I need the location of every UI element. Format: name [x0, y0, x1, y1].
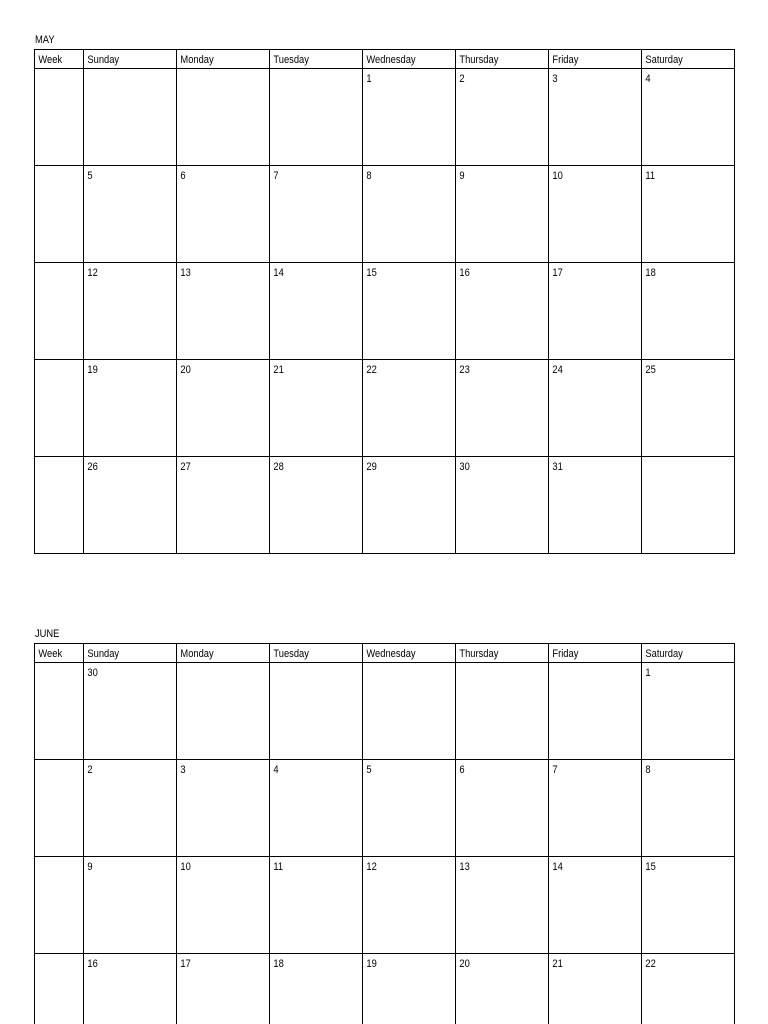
day-cell — [549, 663, 642, 760]
week-row — [35, 166, 735, 263]
week-number — [35, 178, 38, 179]
day-cell — [270, 263, 363, 360]
day-number: 21 — [273, 364, 284, 376]
day-cell — [177, 457, 270, 554]
day-cell — [270, 457, 363, 554]
day-cell — [456, 760, 549, 857]
day-number: 15 — [645, 861, 656, 873]
day-cell — [177, 263, 270, 360]
day-number — [363, 675, 366, 676]
day-number: 28 — [273, 461, 284, 473]
day-cell — [270, 760, 363, 857]
day-number: 21 — [552, 958, 563, 970]
day-number: 4 — [645, 73, 651, 85]
day-number: 7 — [273, 170, 279, 182]
header-cell-wednesday — [363, 644, 456, 663]
day-cell — [363, 663, 456, 760]
day-cell — [270, 663, 363, 760]
day-number — [84, 81, 87, 82]
day-cell — [456, 69, 549, 166]
day-cell — [642, 166, 735, 263]
day-number: 8 — [366, 170, 372, 182]
day-number — [177, 675, 180, 676]
day-cell — [642, 360, 735, 457]
day-cell — [84, 663, 177, 760]
week-number — [35, 469, 38, 470]
day-number — [642, 469, 645, 470]
day-cell — [642, 263, 735, 360]
day-number — [177, 81, 180, 82]
day-number: 30 — [459, 461, 470, 473]
day-cell — [177, 69, 270, 166]
week-number — [35, 675, 38, 676]
day-cell — [84, 263, 177, 360]
week-number — [35, 81, 38, 82]
day-number: 10 — [180, 861, 191, 873]
day-cell — [549, 360, 642, 457]
day-cell — [363, 263, 456, 360]
day-cell — [363, 760, 456, 857]
header-label: Monday — [180, 648, 214, 660]
day-cell — [363, 954, 456, 1024]
day-number: 30 — [87, 667, 98, 679]
header-label: Week — [38, 648, 63, 660]
day-cell — [549, 760, 642, 857]
day-number: 16 — [459, 267, 470, 279]
day-number: 13 — [180, 267, 191, 279]
day-number — [270, 675, 273, 676]
header-label: Sunday — [87, 648, 120, 660]
day-number: 5 — [87, 170, 93, 182]
header-label: Wednesday — [366, 648, 416, 660]
day-number: 23 — [459, 364, 470, 376]
day-cell — [642, 663, 735, 760]
header-cell-monday — [177, 644, 270, 663]
day-cell — [177, 857, 270, 954]
week-row — [35, 69, 735, 166]
day-number: 11 — [273, 861, 284, 873]
calendar-table-june — [34, 643, 735, 1024]
week-row — [35, 663, 735, 760]
week-row — [35, 263, 735, 360]
week-row — [35, 857, 735, 954]
day-number: 14 — [273, 267, 284, 279]
week-number-cell — [35, 663, 84, 760]
header-label: Tuesday — [273, 648, 309, 660]
week-number-cell — [35, 760, 84, 857]
day-number: 6 — [180, 170, 186, 182]
weekday-header-row — [35, 50, 735, 69]
day-cell — [456, 857, 549, 954]
day-cell — [456, 166, 549, 263]
week-number — [35, 966, 38, 967]
day-cell — [456, 263, 549, 360]
week-number — [35, 372, 38, 373]
day-number: 24 — [552, 364, 563, 376]
day-cell — [177, 954, 270, 1024]
header-cell-monday — [177, 50, 270, 69]
week-row — [35, 457, 735, 554]
day-number: 9 — [87, 861, 93, 873]
day-cell — [84, 760, 177, 857]
header-cell-friday — [549, 50, 642, 69]
day-cell — [642, 457, 735, 554]
day-cell — [456, 954, 549, 1024]
day-number: 20 — [459, 958, 470, 970]
day-cell — [549, 954, 642, 1024]
header-label: Tuesday — [273, 54, 309, 66]
day-cell — [270, 954, 363, 1024]
day-cell — [84, 360, 177, 457]
week-number-cell — [35, 263, 84, 360]
day-cell — [84, 954, 177, 1024]
header-cell-sunday — [84, 50, 177, 69]
day-number: 13 — [459, 861, 470, 873]
header-label: Thursday — [459, 54, 499, 66]
day-cell — [456, 360, 549, 457]
day-number: 7 — [552, 764, 558, 776]
day-number: 5 — [366, 764, 372, 776]
month-title-june: JUNE — [35, 628, 60, 640]
day-cell — [549, 857, 642, 954]
week-row — [35, 360, 735, 457]
weekday-header-row — [35, 644, 735, 663]
day-number: 31 — [552, 461, 563, 473]
week-number-cell — [35, 857, 84, 954]
day-cell — [270, 166, 363, 263]
day-number: 19 — [87, 364, 98, 376]
day-number: 12 — [366, 861, 377, 873]
day-number: 25 — [645, 364, 656, 376]
day-cell — [177, 166, 270, 263]
header-cell-wednesday — [363, 50, 456, 69]
week-number — [35, 772, 38, 773]
week-row — [35, 760, 735, 857]
day-number — [456, 675, 459, 676]
day-number: 8 — [645, 764, 651, 776]
day-cell — [549, 457, 642, 554]
header-label: Thursday — [459, 648, 499, 660]
header-cell-saturday — [642, 644, 735, 663]
week-number — [35, 275, 38, 276]
header-label: Sunday — [87, 54, 120, 66]
month-title-may: MAY — [35, 34, 55, 46]
day-cell — [549, 166, 642, 263]
week-row — [35, 954, 735, 1024]
day-cell — [642, 760, 735, 857]
week-number-cell — [35, 954, 84, 1024]
day-cell — [363, 360, 456, 457]
header-cell-sunday — [84, 644, 177, 663]
header-label: Friday — [552, 648, 579, 660]
week-number — [35, 869, 38, 870]
day-number: 19 — [366, 958, 377, 970]
day-cell — [456, 457, 549, 554]
header-label: Week — [38, 54, 63, 66]
day-cell — [642, 954, 735, 1024]
day-number: 2 — [459, 73, 465, 85]
day-cell — [84, 857, 177, 954]
day-cell — [456, 663, 549, 760]
day-number: 4 — [273, 764, 279, 776]
day-cell — [84, 457, 177, 554]
day-number: 22 — [366, 364, 377, 376]
day-number: 14 — [552, 861, 563, 873]
header-cell-tuesday — [270, 50, 363, 69]
header-cell-thursday — [456, 50, 549, 69]
header-cell-week — [35, 50, 84, 69]
day-cell — [177, 760, 270, 857]
week-number-cell — [35, 166, 84, 263]
day-cell — [363, 857, 456, 954]
day-cell — [177, 663, 270, 760]
day-cell — [549, 263, 642, 360]
day-number: 3 — [552, 73, 558, 85]
day-number — [549, 675, 552, 676]
week-number-cell — [35, 360, 84, 457]
day-cell — [363, 69, 456, 166]
day-number: 1 — [645, 667, 651, 679]
day-number: 6 — [459, 764, 465, 776]
day-number: 9 — [459, 170, 465, 182]
day-cell — [549, 69, 642, 166]
day-number: 29 — [366, 461, 377, 473]
day-cell — [270, 360, 363, 457]
day-cell — [270, 857, 363, 954]
day-cell — [84, 166, 177, 263]
week-number-cell — [35, 69, 84, 166]
day-number: 26 — [87, 461, 98, 473]
day-number: 18 — [645, 267, 656, 279]
day-number: 3 — [180, 764, 186, 776]
day-cell — [642, 69, 735, 166]
day-number: 10 — [552, 170, 563, 182]
day-cell — [270, 69, 363, 166]
week-number-cell — [35, 457, 84, 554]
header-cell-saturday — [642, 50, 735, 69]
header-label: Friday — [552, 54, 579, 66]
day-number: 11 — [645, 170, 656, 182]
day-number: 17 — [552, 267, 563, 279]
header-label: Saturday — [645, 54, 683, 66]
day-number: 27 — [180, 461, 191, 473]
day-cell — [177, 360, 270, 457]
calendar-table-may — [34, 49, 735, 554]
header-label: Saturday — [645, 648, 683, 660]
day-number: 2 — [87, 764, 93, 776]
day-number: 20 — [180, 364, 191, 376]
day-number: 22 — [645, 958, 656, 970]
day-number — [270, 81, 273, 82]
day-cell — [363, 166, 456, 263]
day-number: 15 — [366, 267, 377, 279]
header-cell-friday — [549, 644, 642, 663]
header-label: Monday — [180, 54, 214, 66]
day-number: 17 — [180, 958, 191, 970]
day-number: 1 — [366, 73, 372, 85]
day-number: 16 — [87, 958, 98, 970]
header-cell-week — [35, 644, 84, 663]
day-number: 18 — [273, 958, 284, 970]
day-number: 12 — [87, 267, 98, 279]
day-cell — [84, 69, 177, 166]
day-cell — [642, 857, 735, 954]
header-label: Wednesday — [366, 54, 416, 66]
header-cell-tuesday — [270, 644, 363, 663]
header-cell-thursday — [456, 644, 549, 663]
day-cell — [363, 457, 456, 554]
